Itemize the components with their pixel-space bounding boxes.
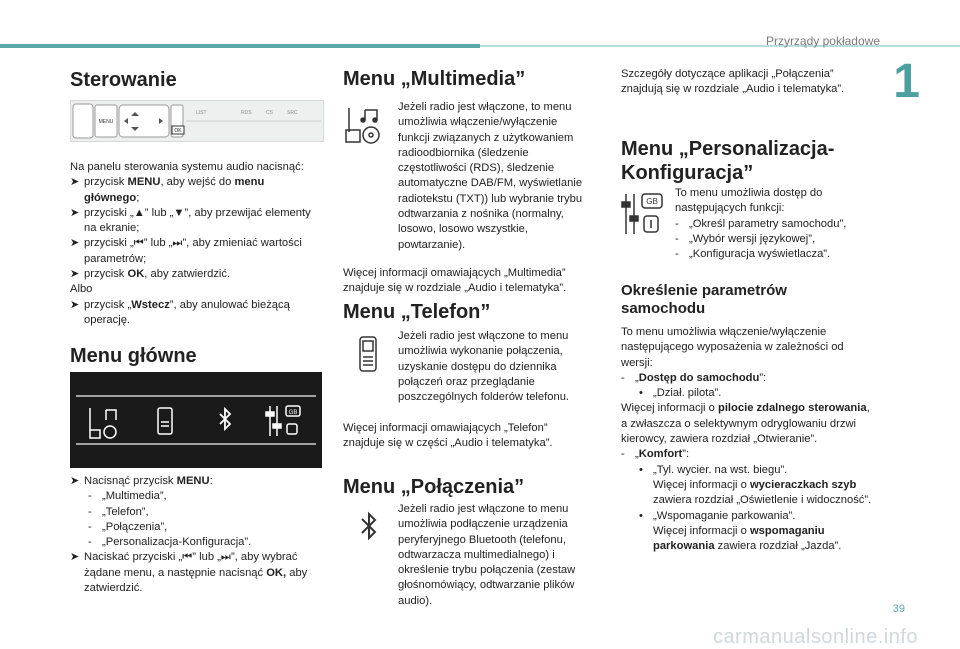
personalizacja-body: To menu umożliwia dostęp do następujących funkcji: - „Określ parametry samochodu”, - „Wybór wersji językowej”, - „Konfiguracja wyświetlacza”.	[675, 186, 875, 262]
page-number: 39	[892, 603, 905, 615]
parkowanie-note: Więcej informacji o wspomaganiu parkowania zawiera rozdział „Jazda”.	[653, 524, 842, 553]
control-panel-drawing	[71, 101, 323, 141]
menu-glowne-body	[70, 474, 322, 596]
list-item: ➤ Nacisnąć przycisk MENU:	[70, 474, 322, 489]
polaczenia-text: Jeżeli radio jest włączone to menu umożliwia podłączenie urządzenia peryferyjnego Bluetooth (telefonu, odtwarzacza multimedialnego) i określenie trybu połączenia (zestaw głośnomówiący, odtwarzanie plików audio).	[398, 503, 576, 607]
panel-ok-label: OK	[174, 128, 182, 134]
list-item: ➤ przyciski „⏮” lub „⏭”, aby zmieniać wartości parametrów;	[70, 236, 322, 267]
bluetooth-icon	[358, 510, 380, 546]
albo-text: Albo	[70, 283, 93, 296]
arrow-marker-icon: ➤	[70, 237, 80, 250]
list-item: • „Wspomaganie parkowania”.	[639, 509, 796, 522]
polaczenia-heading: Menu „Połączenia”	[343, 476, 525, 498]
list-item: - „Konfiguracja wyświetlacza”.	[675, 248, 831, 261]
list-item: ➤ przycisk „Wstecz”, aby anulować bieżącą operację.	[70, 298, 322, 329]
main-menu-screen-drawing	[70, 372, 322, 468]
arrow-marker-icon: ➤	[70, 206, 80, 219]
list-item: - „Wybór wersji językowej”,	[675, 232, 816, 245]
pilot-note: Więcej informacji o pilocie zdalnego sterowania, a zwłaszcza o selektywnym odryglowaniu drzwi kierowcy, zawiera rozdział „Otwieranie”.	[621, 402, 870, 446]
list-item: - „Komfort”:	[621, 448, 690, 461]
list-item: - „Personalizacja-Konfiguracja”.	[88, 536, 252, 549]
panel-list-label: LIST	[196, 110, 207, 116]
telefon-text: Jeżeli radio jest włączone to menu umożliwia wykonanie połączenia, uzyskanie dostępu do dziennika połączeń oraz przeglądanie poszczególnych folderów telefonu.	[398, 330, 570, 404]
personalizacja-heading: Menu „Personalizacja- Konfiguracja”	[621, 138, 835, 184]
arrow-marker-icon: ➤	[70, 551, 80, 564]
arrow-marker-icon: ➤	[70, 176, 80, 189]
panel-cs-label: CS	[266, 110, 273, 116]
telefon-heading: Menu „Telefon”	[343, 301, 491, 323]
main-menu-screen-image	[70, 372, 322, 468]
list-item: ➤ przycisk OK, aby zatwierdzić.	[70, 267, 322, 282]
list-item: - „Dostęp do samochodu”:	[621, 371, 767, 384]
header-accent-line	[480, 45, 960, 47]
bluetooth-icon	[220, 409, 230, 429]
gb-label: GB	[646, 197, 658, 206]
settings-sliders-icon	[620, 190, 666, 238]
details-note: Szczegóły dotyczące aplikacji „Połączenia” znajdują się w rozdziale „Audio i telematyka”.	[621, 68, 845, 96]
panel-src-label: SRC	[287, 110, 298, 116]
header-accent-bar	[0, 44, 480, 48]
multimedia-heading: Menu „Multimedia”	[343, 68, 526, 90]
sterowanie-intro: Na panelu sterowania systemu audio nacisnąć:	[70, 161, 304, 173]
sterowanie-heading: Sterowanie	[70, 69, 177, 91]
menu-glowne-heading: Menu główne	[70, 345, 197, 367]
list-item: ➤ przycisk MENU, aby wejść do menu głównego;	[70, 175, 322, 206]
multimedia-more: Więcej informacji omawiających „Multimedia” znajduje się w rozdziale „Audio i telematyka”.	[343, 267, 567, 295]
list-item: - „Multimedia”,	[88, 490, 167, 503]
telefon-more: Więcej informacji omawiających „Telefon” znajduje się w części „Audio i telematyka”.	[343, 422, 553, 450]
sterowanie-body	[70, 160, 322, 328]
list-item: - „Połączenia”,	[88, 520, 168, 533]
screen-gb-label: GB	[288, 410, 298, 416]
wycieraczki-note: Więcej informacji o wycieraczkach szyb zawiera rozdział „Oświetlenie i widoczność”.	[653, 478, 872, 507]
phone-icon	[357, 335, 379, 375]
chapter-number: 1	[893, 55, 920, 108]
list-item: • „Tyl. wycier. na wst. biegu”.	[639, 463, 788, 476]
arrow-marker-icon: ➤	[70, 475, 80, 487]
phone-icon	[158, 408, 172, 434]
okreslenie-body: To menu umożliwia włączenie/wyłączenie następującego wyposażenia w zależności od wersji: - „Dostęp do samochodu”: • „Dział. pilota”. Więcej informacji o pilocie zdalnego sterowania, a zwłaszcza o selektywnym odryglowaniu drzwi kierowcy, zawiera rozdział „Otwieranie”. - „Komfort”: • „Tyl. wycier. na wst. biegu”. Więcej informacji o wycieraczkach szyb zawiera rozdział „Oświetlenie i widoczność”. • „Wspomaganie parkowania”. Więcej informacji o wspomaganiu parkowania zawiera rozdział „Jazda”.	[621, 325, 876, 554]
watermark: carmanualsonline.info	[712, 626, 918, 648]
list-item: ➤ przyciski „▲” lub „▼”, aby przewijać elementy na ekranie;	[70, 206, 322, 237]
list-item: ➤ Naciskać przyciski „⏮” lub „⏭”, aby wybrać żądane menu, a następnie nacisnąć OK, aby zatwierdzić.	[70, 550, 322, 596]
multimedia-text: Jeżeli radio jest włączone, to menu umożliwia włączenie/wyłączenie funkcji związanych z użytkowaniem radioodbiornika (śledzenie częstotliwości (RDS), śledzenie automatyczne DAB/FM, wyświetlanie radiotekstu (TXT)) lub wybranie trybu odtwarzania z nośnika (normalny, losowo, losowo wszystkie, powtarzanie).	[398, 101, 583, 251]
section-title: Przyrządy pokładowe	[765, 34, 880, 48]
okreslenie-heading: Określenie parametrów samochodu	[621, 282, 787, 317]
panel-rds-label: RDS	[241, 110, 252, 116]
multimedia-icon	[343, 104, 385, 146]
arrow-marker-icon: ➤	[70, 268, 80, 281]
list-item: - „Telefon”,	[88, 505, 149, 518]
panel-menu-label: MENU	[98, 119, 114, 125]
list-item: - „Określ parametry samochodu”,	[675, 217, 847, 230]
arrow-marker-icon: ➤	[70, 298, 80, 311]
audio-control-panel-image	[70, 100, 324, 142]
multimedia-icon	[90, 408, 116, 438]
list-item: • „Dział. pilota”.	[639, 387, 722, 400]
